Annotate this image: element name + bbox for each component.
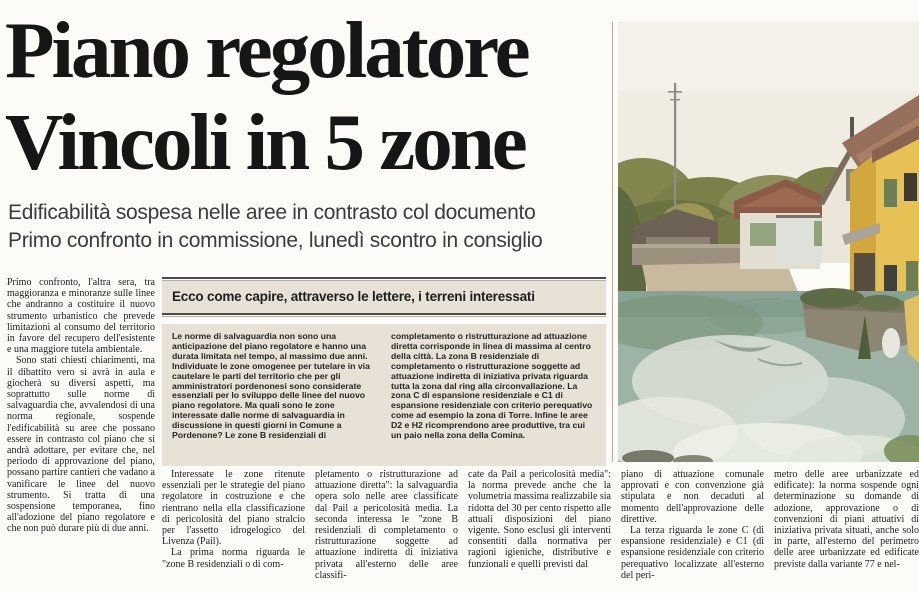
body-column-5 <box>621 469 764 591</box>
riverside-photo <box>618 21 919 462</box>
article-photo <box>618 21 919 462</box>
body-column-3 <box>315 469 458 591</box>
body-column-6 <box>774 469 919 591</box>
article-headline <box>5 4 617 188</box>
body-column-1 <box>7 277 155 588</box>
infobox-header-rule <box>162 313 606 317</box>
body-column-4 <box>468 469 611 591</box>
body-column-2 <box>162 469 305 591</box>
headline-line-2: Vincoli in 5 zone <box>5 97 525 187</box>
subtitle-line-2: Primo confronto in commissione, lunedì scontro in consiglio <box>8 228 543 252</box>
infobox-content <box>162 324 606 466</box>
paragraph: piano di attuazione comunale approvati e con convenzione già stipulata e non decaduti al momento dell'approvazione delle direttive. <box>621 469 764 525</box>
paragraph: La terza riguarda le zone C (di espansione residenziale) e C1 (di espansione residenziale con criterio perequativo localizzate all'esterno del peri- <box>621 525 764 581</box>
infobox <box>162 277 606 466</box>
infobox-header: Ecco come capire, attraverso le lettere, i terreni interessati <box>162 281 606 313</box>
paragraph: metro delle aree urbanizzate ed edificate): la norma sospende ogni determinazione su domande di adozione, approvazione o di convenzioni di piani attuativi di iniziativa privata situati, anche solo in parte, all'esterno del perimetro delle aree urbanizzate ed edificate previste dalla variante 77 e nel- <box>774 469 919 570</box>
headline-line-1: Piano regolatore <box>5 5 528 95</box>
paragraph: Primo confronto, l'altra sera, tra maggioranza e minoranze sulle linee che andranno a costituire il nuovo strumento urbanistico che prevede limitazioni al consumo del territorio in favore del recupero dell'esistente e una maggiore tutela ambientale. <box>7 277 155 356</box>
paragraph: cate da Pail a pericolosità media": la norma prevede anche che la volumetria massima realizzabile sia ridotta del 30 per cento rispetto alle attuali disposizioni del piano vigente. Sono esclusi gli interventi consentiti dalla normativa per ragioni igieniche, distributive e funzionali e quelli previsti dal <box>468 469 611 570</box>
paragraph: Interessate le zone ritenute essenziali per le strategie del piano regolatore in costruzione e che rientrano nella ella classificazione di pericolosità del piano stralcio per l'assetto idrogelogico del Livenza (Pail). <box>162 469 305 548</box>
paragraph: pletamento o ristrutturazione ad attuazione diretta": la salvaguardia opera solo nelle aree classificate dal Pail a pericolosità media. La seconda interessa le "zone B residenziali di completamento o ristrutturazione soggette ad attuazione indiretta di iniziativa privata all'esterno delle aree classifi- <box>315 469 458 581</box>
photo-left-rule <box>612 22 613 462</box>
subtitle-line-1: Edificabilità sospesa nelle aree in contrasto col documento <box>8 201 536 224</box>
paragraph: La prima norma riguarda le "zone B residenziali o di com- <box>162 547 305 570</box>
infobox-column-2: completamento o ristrutturazione ad attuazione diretta corrisponde in linea di massima al centro della città. La zona B residenziale di completamento o ristrutturazione soggette ad attuazione indiretta di iniziativa privata riguarda tutta la zona dal ring alla circonvallazione. La zona C di espansione residenziale e C1 di espansione residenziale con criterio perequativo come ad esempio la zona di Torre. Infine le aree D2 e H2 ricomprendono aree produttive, tra cui un paio nella zona della Comina. <box>391 331 593 441</box>
infobox-column-1: Le norme di salvaguardia non sono una anticipazione del piano regolatore e hanno una durata limitata nel tempo, al massimo due anni. Individuate le zone omogenee per tutelare in via cautelare le parti del territorio che per gli amministratori pordenonesi sono considerate essenziali per lo sviluppo delle linee del nuovo piano regolatore. Ma quali sono le zone interessate dalle norme di salvaguardia in discussione in questi giorni in Comune a Pordenone? Le zone B residenziali di <box>172 331 370 441</box>
paragraph: Sono stati chiesti chiarimenti, ma il dibattito vero si avrà in aula e giocherà su diversi aspetti, ma soprattutto sulle norme di salvaguardia che, avvalendosi di una norma regionale, sospende l'edificabilità su aree che possano essere in contrasto col piano che si andrà adottare, per evitare che, nel periodo di approvazione del piano, possano partire cantieri che vadano a vanificare le linee del nuovo strumento. Si tratta di una sospensione temporanea, fino all'adozione del piano regolatore e che non può durare più di due anni. <box>7 355 155 535</box>
article-subtitle <box>8 199 608 254</box>
